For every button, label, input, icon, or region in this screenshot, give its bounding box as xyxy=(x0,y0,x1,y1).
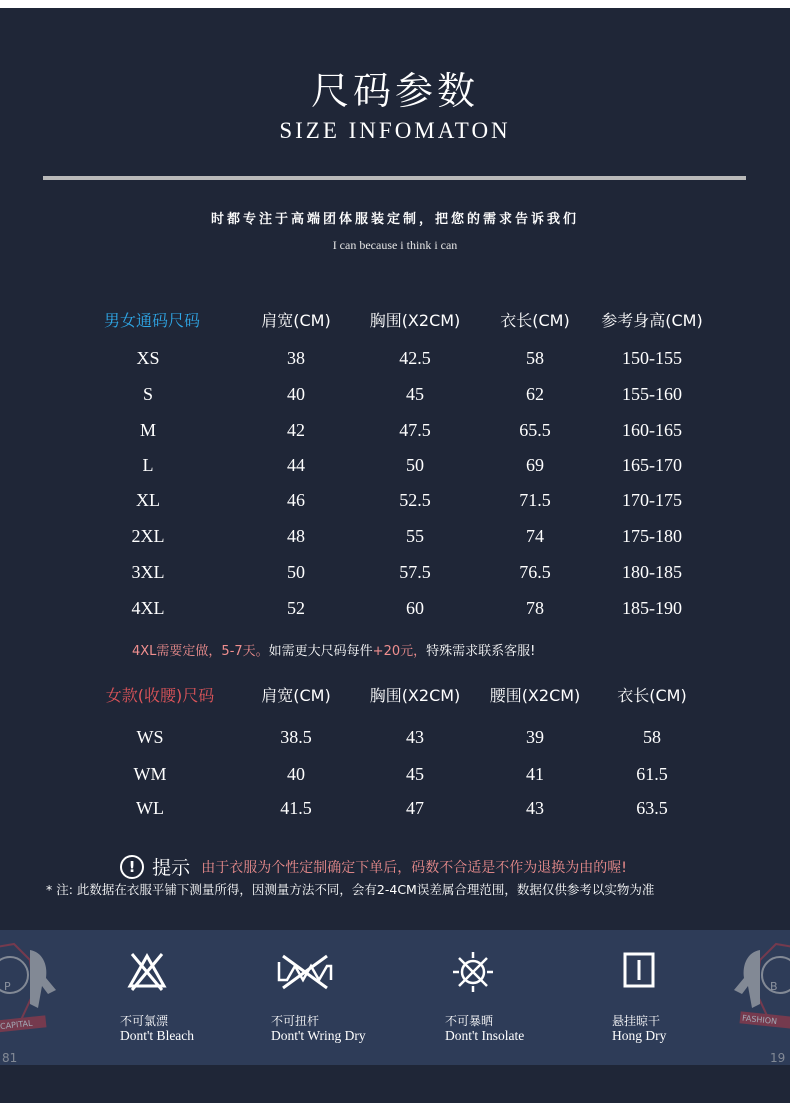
crest-ribbon-text: FASHION xyxy=(741,1013,778,1027)
table-cell: 65.5 xyxy=(519,420,551,440)
table-cell: 43 xyxy=(406,727,424,747)
no-bleach-icon xyxy=(126,950,168,992)
care-label: 不可氯漂 xyxy=(120,1014,169,1028)
table-header: 男女通码尺码 xyxy=(103,311,200,330)
table-cell: 71.5 xyxy=(519,490,551,510)
crest-letters: P xyxy=(4,980,11,993)
care-label: 不可扭杆 xyxy=(271,1014,320,1028)
note-large-size: 如需更大尺码每件 xyxy=(268,644,373,659)
care-label-en: Dont't Insolate xyxy=(445,1028,525,1043)
custom-size-note xyxy=(132,640,535,659)
table-cell: 58 xyxy=(526,348,544,368)
table-cell: 39 xyxy=(526,727,544,747)
table-header: 女款(收腰)尺码 xyxy=(105,686,215,705)
care-label: 不可暴晒 xyxy=(445,1014,494,1028)
brand-crest-logo xyxy=(0,930,68,1065)
table-cell: 40 xyxy=(287,384,305,404)
table-cell: 60 xyxy=(406,598,424,618)
slogan-en: I can because i think i can xyxy=(332,238,458,252)
table-cell: 50 xyxy=(287,562,305,582)
table-cell: 42.5 xyxy=(399,348,431,368)
table-cell: 160-165 xyxy=(622,420,682,440)
table-cell: 45 xyxy=(406,384,424,404)
care-instructions-band xyxy=(0,930,790,1065)
table-cell: 52.5 xyxy=(399,490,431,510)
table-cell: 40 xyxy=(287,764,305,784)
page-title: 尺码参数 xyxy=(310,69,479,113)
measurement-disclaimer: * 注: 此数据在衣服平铺下测量所得，因测量方法不同，会有2-4CM误差属合理范围，数据仅供参考以实物为准 xyxy=(46,882,655,897)
table-cell: 165-170 xyxy=(622,455,682,475)
table-cell: 44 xyxy=(287,455,305,475)
table-cell: XL xyxy=(136,490,160,510)
alert-icon: ! xyxy=(120,855,144,879)
table-cell: 52 xyxy=(287,598,305,618)
table-cell: 43 xyxy=(526,798,544,818)
table-cell: 47.5 xyxy=(399,420,431,440)
table-cell: 38.5 xyxy=(280,727,312,747)
no-wring-icon xyxy=(275,950,335,992)
tip-text: 由于衣服为个性定制确定下单后，码数不合适是不作为退换为由的喔! xyxy=(201,859,627,876)
table-cell: 47 xyxy=(406,798,424,818)
care-label-en: Dont't Wring Dry xyxy=(271,1028,366,1043)
table-cell: 63.5 xyxy=(636,798,668,818)
table-cell: 175-180 xyxy=(622,526,682,546)
table-cell: 48 xyxy=(287,526,305,546)
table-cell: 61.5 xyxy=(636,764,668,784)
table-cell: 180-185 xyxy=(622,562,682,582)
crest-year: 81 xyxy=(2,1051,18,1065)
table-cell: 62 xyxy=(526,384,544,404)
table-header: 胸围(X2CM) xyxy=(369,311,461,330)
table-cell: 38 xyxy=(287,348,305,368)
table-header: 腰围(X2CM) xyxy=(489,686,581,705)
note-surcharge: +20元， xyxy=(372,644,427,659)
care-label-en: Dont't Bleach xyxy=(120,1028,195,1043)
table-cell: 41.5 xyxy=(280,798,312,818)
table-header: 胸围(X2CM) xyxy=(369,686,461,705)
size-chart-page xyxy=(0,8,790,1103)
table-cell: 74 xyxy=(526,526,544,546)
care-label: 悬挂晾干 xyxy=(612,1014,661,1028)
no-sun-icon xyxy=(451,950,495,994)
divider xyxy=(43,176,746,180)
table-cell: WS xyxy=(136,727,164,747)
table-cell: XS xyxy=(136,348,160,368)
table-cell: 46 xyxy=(287,490,305,510)
table-cell: 170-175 xyxy=(622,490,682,510)
table-cell: 150-155 xyxy=(622,348,682,368)
table-cell: 42 xyxy=(287,420,305,440)
table-header: 肩宽(CM) xyxy=(261,311,331,330)
note-lead-time: 4XL需要定做，5-7天。 xyxy=(132,644,269,659)
table-cell: 58 xyxy=(643,727,661,747)
crest-letters: B xyxy=(770,980,778,993)
table-cell: 185-190 xyxy=(622,598,682,618)
hang-dry-icon xyxy=(622,950,656,992)
table-header: 衣长(CM) xyxy=(617,686,687,705)
table-header: 参考身高(CM) xyxy=(601,311,703,330)
table-cell: L xyxy=(142,455,154,475)
page-title-en: SIZE INFOMATON xyxy=(279,118,511,143)
table-cell: 3XL xyxy=(131,562,165,582)
table-cell: WL xyxy=(136,798,164,818)
table-cell: 57.5 xyxy=(399,562,431,582)
table-cell: WM xyxy=(133,764,167,784)
note-contact: 特殊需求联系客服! xyxy=(426,644,536,659)
slogan: 时都专注于高端团体服装定制，把您的需求告诉我们 xyxy=(210,212,579,227)
crest-ribbon-text: CAPITAL xyxy=(0,1018,33,1032)
table-cell: 2XL xyxy=(131,526,165,546)
table-cell: 69 xyxy=(526,455,544,475)
table-cell: S xyxy=(142,384,153,404)
table-cell: 155-160 xyxy=(622,384,682,404)
crest-year: 19 xyxy=(770,1051,786,1065)
brand-crest-logo-right xyxy=(722,930,790,1065)
table-cell: 78 xyxy=(526,598,544,618)
table-cell: 45 xyxy=(406,764,424,784)
table-cell: 4XL xyxy=(131,598,165,618)
tip-label: 提示 xyxy=(152,857,191,879)
table-cell: 76.5 xyxy=(519,562,551,582)
table-cell: 50 xyxy=(406,455,424,475)
table-header: 肩宽(CM) xyxy=(261,686,331,705)
care-label-en: Hong Dry xyxy=(612,1028,667,1043)
table-header: 衣长(CM) xyxy=(500,311,570,330)
table-cell: 55 xyxy=(406,526,424,546)
table-cell: 41 xyxy=(526,764,544,784)
table-cell: M xyxy=(139,420,156,440)
tip-notice xyxy=(120,853,627,880)
